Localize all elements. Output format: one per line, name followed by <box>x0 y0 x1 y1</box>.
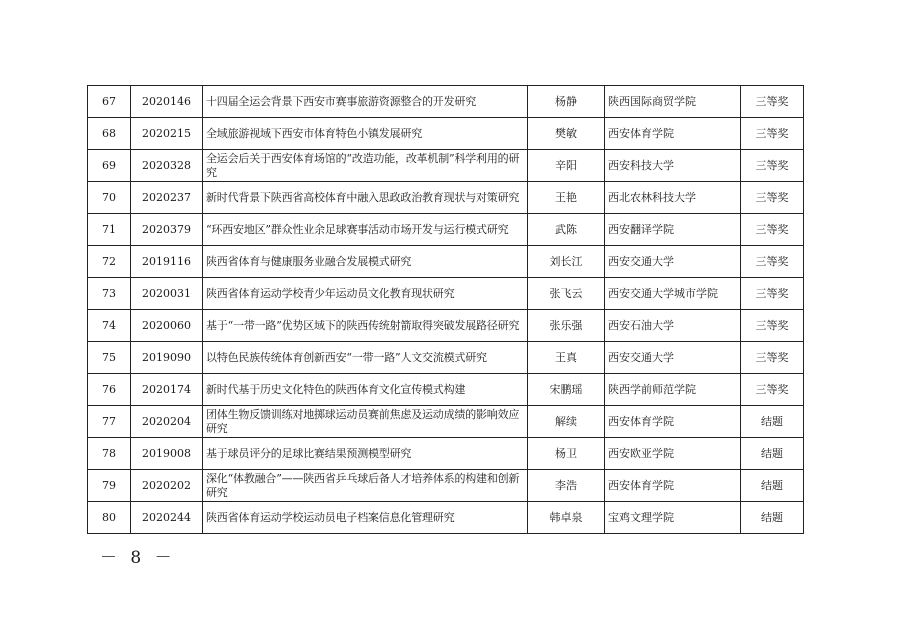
author-name-cell: 辛阳 <box>528 150 605 182</box>
author-name-cell: 张飞云 <box>528 278 605 310</box>
award-level-cell: 三等奖 <box>741 342 804 374</box>
author-name-cell: 解续 <box>528 406 605 438</box>
project-title-cell: 全运会后关于西安体育场馆的“改造功能，改革机制”科学利用的研究 <box>203 150 528 182</box>
project-title-cell: 陕西省体育运动学校青少年运动员文化教育现状研究 <box>203 278 528 310</box>
author-name-cell: 刘长江 <box>528 246 605 278</box>
project-code-cell: 2020204 <box>131 406 203 438</box>
project-code-cell: 2020328 <box>131 150 203 182</box>
project-title-cell: 十四届全运会背景下西安市赛事旅游资源整合的开发研究 <box>203 86 528 118</box>
project-title-cell: 陕西省体育与健康服务业融合发展模式研究 <box>203 246 528 278</box>
project-code-cell: 2020060 <box>131 310 203 342</box>
institution-cell: 西安体育学院 <box>605 118 741 150</box>
table-row <box>88 214 804 246</box>
project-code-cell: 2019090 <box>131 342 203 374</box>
author-name-cell: 武陈 <box>528 214 605 246</box>
institution-cell: 西安交通大学 <box>605 246 741 278</box>
award-level-cell: 三等奖 <box>741 310 804 342</box>
project-title-cell: 基于球员评分的足球比赛结果预测模型研究 <box>203 438 528 470</box>
institution-cell: 西安科技大学 <box>605 150 741 182</box>
project-code-cell: 2020237 <box>131 182 203 214</box>
table-row <box>88 310 804 342</box>
row-number-cell: 78 <box>88 438 131 470</box>
row-number-cell: 73 <box>88 278 131 310</box>
author-name-cell: 杨静 <box>528 86 605 118</box>
institution-cell: 陕西国际商贸学院 <box>605 86 741 118</box>
award-level-cell: 结题 <box>741 406 804 438</box>
author-name-cell: 宋鹏瑶 <box>528 374 605 406</box>
project-title-cell: 团体生物反馈训练对地掷球运动员赛前焦虑及运动成绩的影响效应研究 <box>203 406 528 438</box>
table-row <box>88 278 804 310</box>
row-number-cell: 79 <box>88 470 131 502</box>
author-name-cell: 杨卫 <box>528 438 605 470</box>
institution-cell: 西安石油大学 <box>605 310 741 342</box>
award-level-cell: 结题 <box>741 438 804 470</box>
project-title-cell: “环西安地区”群众性业余足球赛事活动市场开发与运行模式研究 <box>203 214 528 246</box>
row-number-cell: 67 <box>88 86 131 118</box>
row-number-cell: 70 <box>88 182 131 214</box>
author-name-cell: 王艳 <box>528 182 605 214</box>
table-row <box>88 342 804 374</box>
table-row <box>88 182 804 214</box>
project-title-cell: 深化“体教融合”——陕西省乒乓球后备人才培养体系的构建和创新研究 <box>203 470 528 502</box>
institution-cell: 西北农林科技大学 <box>605 182 741 214</box>
table-row <box>88 86 804 118</box>
institution-cell: 西安翻译学院 <box>605 214 741 246</box>
table-row <box>88 246 804 278</box>
project-code-cell: 2020202 <box>131 470 203 502</box>
award-level-cell: 三等奖 <box>741 118 804 150</box>
table-row <box>88 406 804 438</box>
award-level-cell: 结题 <box>741 470 804 502</box>
project-code-cell: 2019116 <box>131 246 203 278</box>
project-code-cell: 2020146 <box>131 86 203 118</box>
table-row <box>88 118 804 150</box>
project-code-cell: 2020031 <box>131 278 203 310</box>
award-level-cell: 三等奖 <box>741 214 804 246</box>
row-number-cell: 77 <box>88 406 131 438</box>
table-row <box>88 502 804 534</box>
project-code-cell: 2020174 <box>131 374 203 406</box>
author-name-cell: 樊敏 <box>528 118 605 150</box>
author-name-cell: 王真 <box>528 342 605 374</box>
project-title-cell: 陕西省体育运动学校运动员电子档案信息化管理研究 <box>203 502 528 534</box>
award-table-body <box>88 86 804 534</box>
institution-cell: 西安欧亚学院 <box>605 438 741 470</box>
award-level-cell: 三等奖 <box>741 246 804 278</box>
row-number-cell: 69 <box>88 150 131 182</box>
institution-cell: 西安体育学院 <box>605 406 741 438</box>
author-name-cell: 李浩 <box>528 470 605 502</box>
award-table <box>87 85 804 534</box>
row-number-cell: 68 <box>88 118 131 150</box>
row-number-cell: 72 <box>88 246 131 278</box>
project-title-cell: 新时代背景下陕西省高校体育中融入思政政治教育现状与对策研究 <box>203 182 528 214</box>
project-code-cell: 2020379 <box>131 214 203 246</box>
award-level-cell: 结题 <box>741 502 804 534</box>
author-name-cell: 张乐强 <box>528 310 605 342</box>
project-title-cell: 新时代基于历史文化特色的陕西体育文化宣传模式构建 <box>203 374 528 406</box>
institution-cell: 西安体育学院 <box>605 470 741 502</box>
institution-cell: 西安交通大学 <box>605 342 741 374</box>
project-code-cell: 2019008 <box>131 438 203 470</box>
row-number-cell: 80 <box>88 502 131 534</box>
table-row <box>88 374 804 406</box>
table-row <box>88 470 804 502</box>
author-name-cell: 韩卓泉 <box>528 502 605 534</box>
project-code-cell: 2020244 <box>131 502 203 534</box>
award-level-cell: 三等奖 <box>741 278 804 310</box>
project-title-cell: 基于“一带一路”优势区域下的陕西传统射箭取得突破发展路径研究 <box>203 310 528 342</box>
institution-cell: 陕西学前师范学院 <box>605 374 741 406</box>
project-title-cell: 以特色民族传统体育创新西安“一带一路”人文交流模式研究 <box>203 342 528 374</box>
page-number: － 8 － <box>100 548 176 568</box>
institution-cell: 宝鸡文理学院 <box>605 502 741 534</box>
project-title-cell: 全域旅游视域下西安市体育特色小镇发展研究 <box>203 118 528 150</box>
project-code-cell: 2020215 <box>131 118 203 150</box>
table-row <box>88 438 804 470</box>
award-level-cell: 三等奖 <box>741 150 804 182</box>
award-level-cell: 三等奖 <box>741 182 804 214</box>
row-number-cell: 71 <box>88 214 131 246</box>
institution-cell: 西安交通大学城市学院 <box>605 278 741 310</box>
row-number-cell: 76 <box>88 374 131 406</box>
row-number-cell: 74 <box>88 310 131 342</box>
table-row <box>88 150 804 182</box>
award-level-cell: 三等奖 <box>741 374 804 406</box>
row-number-cell: 75 <box>88 342 131 374</box>
award-level-cell: 三等奖 <box>741 86 804 118</box>
